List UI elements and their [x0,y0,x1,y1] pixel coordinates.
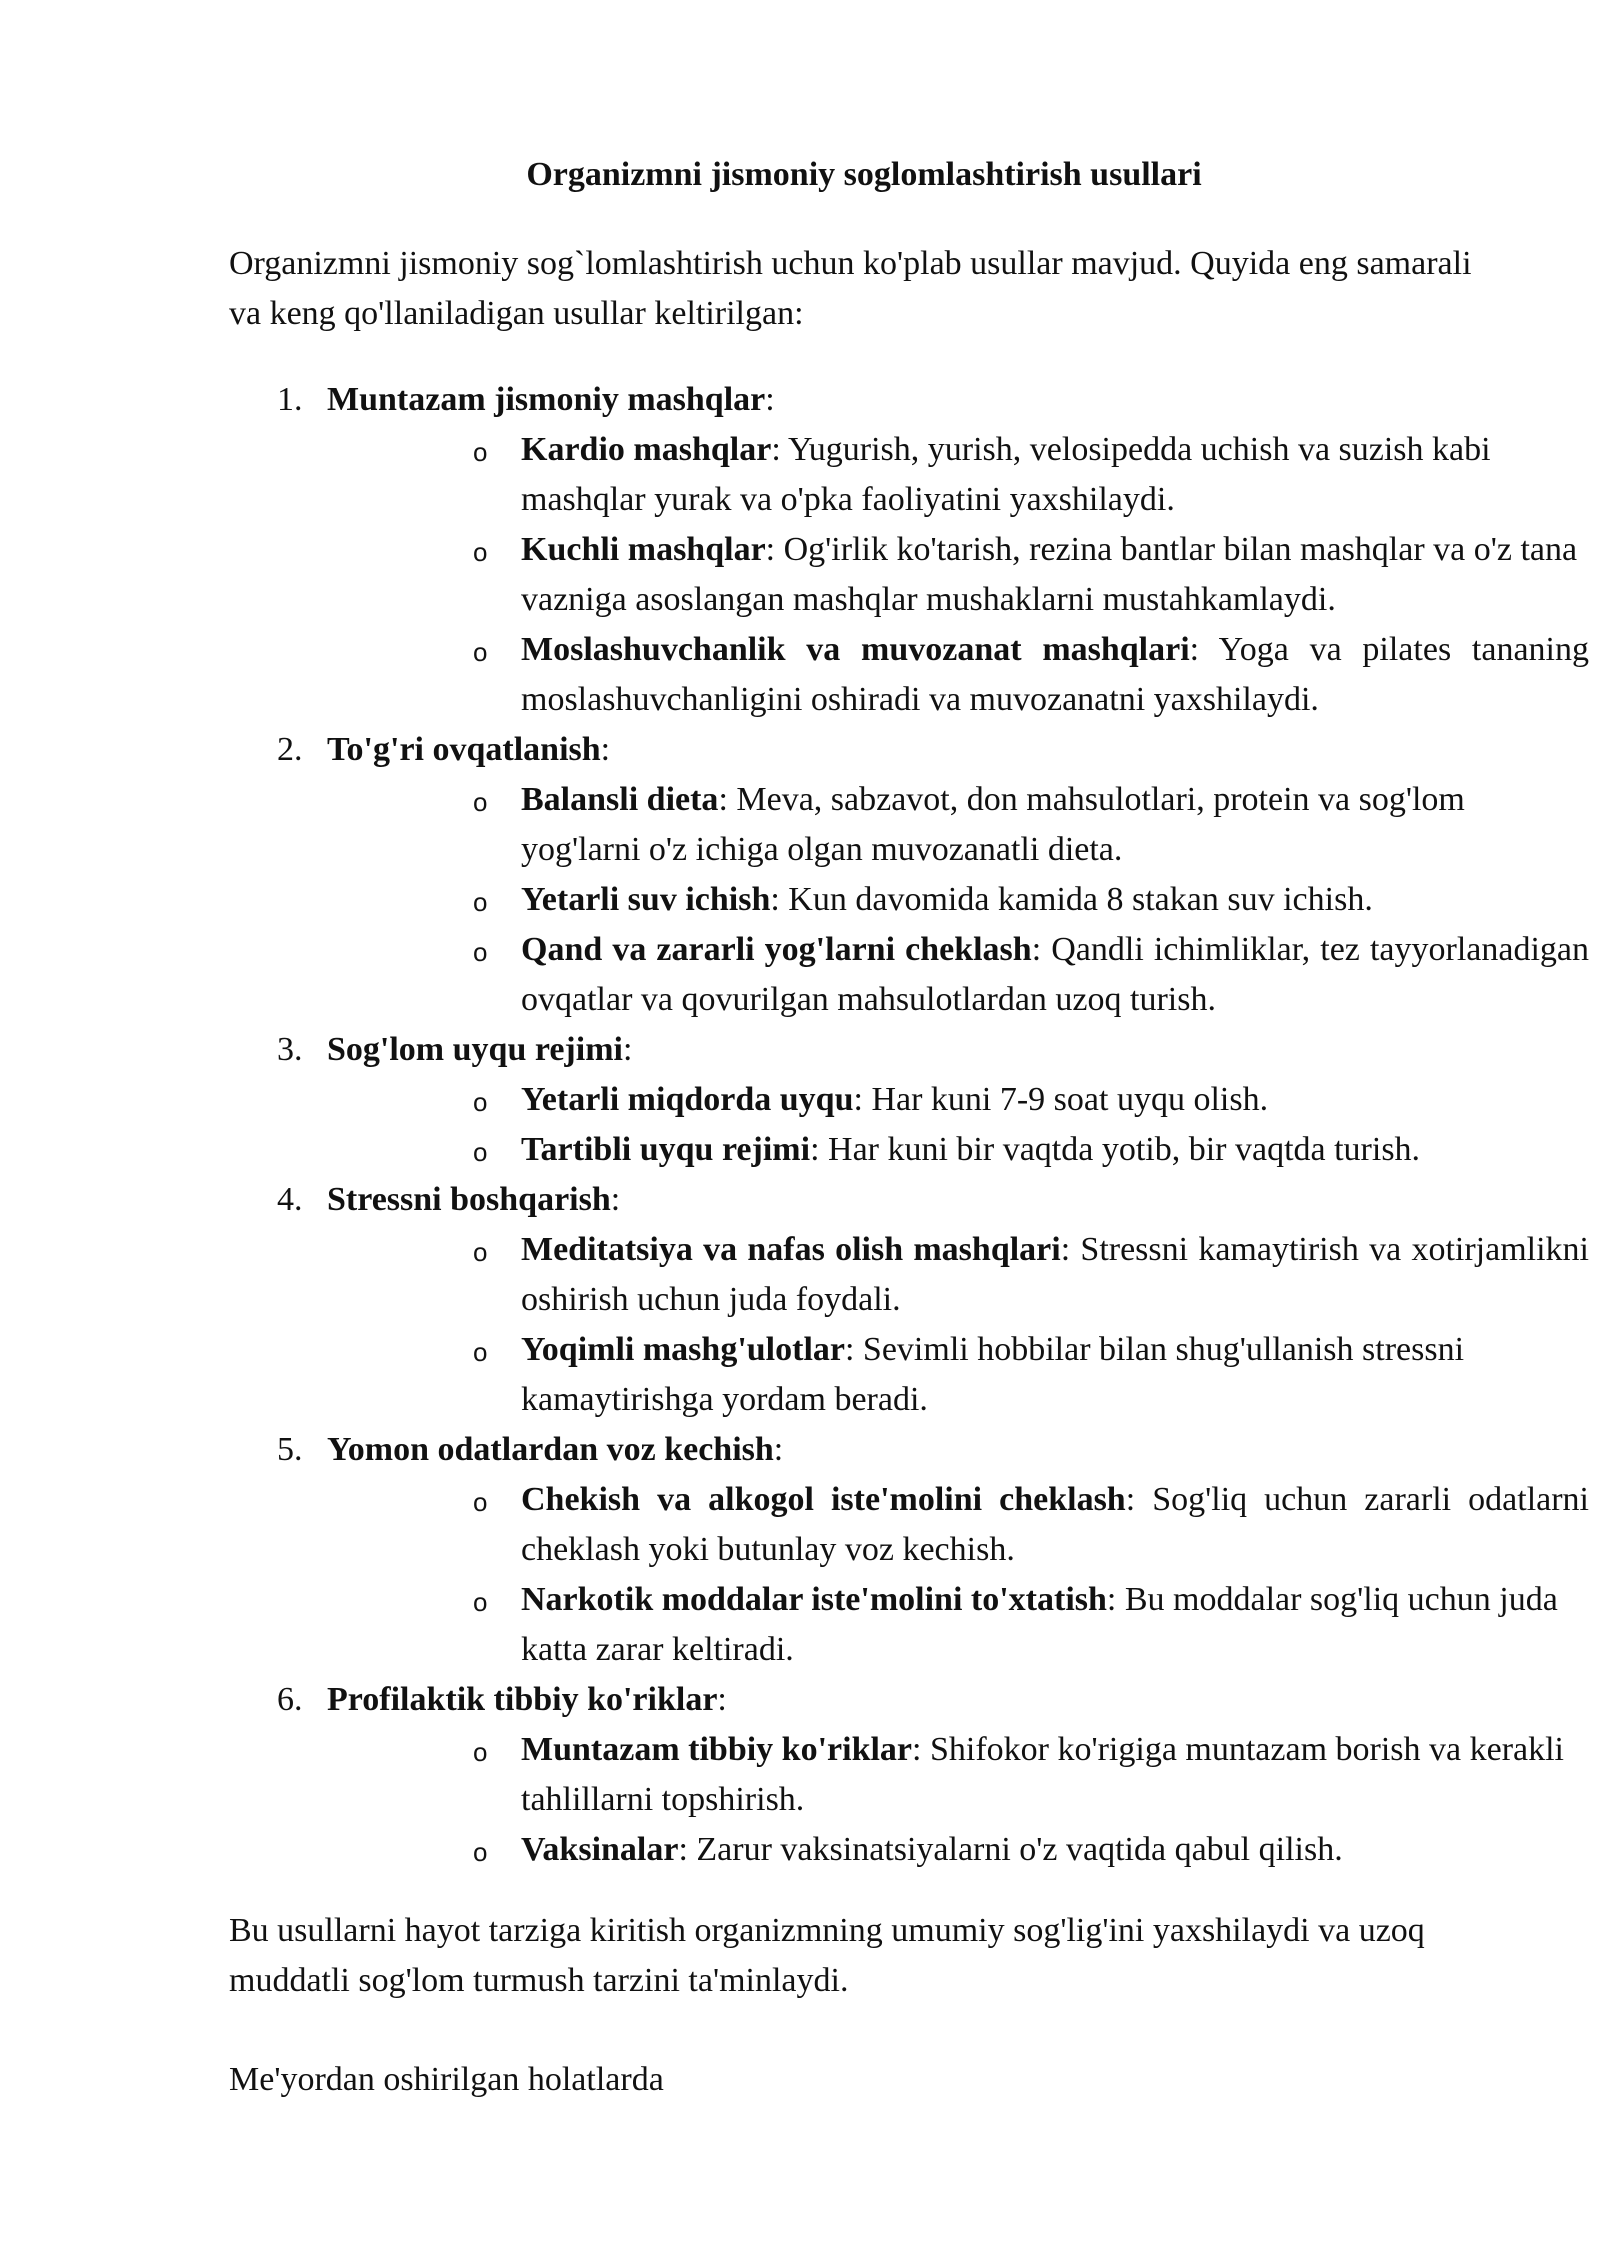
list-item [327,875,1499,925]
item-description: : Sevimli hobbilar bilan shug'ullanish stressni kamaytirishga yordam beradi. [521,1331,1465,1418]
item-description: : Shifokor ko'rigiga muntazam borish va kerakli tahlillarni topshirish. [521,1731,1565,1818]
item-description: : Yoga va pilates tananing moslashuvchanligini oshiradi va muvozanatni yaxshilaydi. [521,631,1589,718]
item-term: Meditatsiya va nafas olish mashqlari [521,1231,1061,1268]
item-description: : Har kuni bir vaqtda yotib, bir vaqtda turish. [810,1131,1421,1168]
item-term: Yetarli suv ichish [521,881,771,918]
conclusion-paragraph: Bu usullarni hayot tarziga kiritish organizmning umumiy sog'lig'ini yaxshilaydi va uzoq muddatli sog'lom turmush tarzini ta'minlaydi. [229,1912,1425,1999]
circle-bullet-icon: o [473,1087,488,1117]
sub-list [327,1225,1589,1425]
circle-bullet-icon: o [473,1587,488,1617]
item-term: Kardio mashqlar [521,431,772,468]
circle-bullet-icon: o [473,1337,488,1367]
method-section [229,1175,1589,1425]
circle-bullet-icon: o [473,887,488,917]
section-number: 2. [277,731,303,768]
list-item [327,1225,1589,1325]
section-heading: Yomon odatlardan voz kechish [327,1431,774,1468]
list-item [327,925,1589,1025]
method-section [229,1425,1589,1675]
item-description: : Meva, sabzavot, don mahsulotlari, protein va sog'lom yog'larni o'z ichiga olgan muvozanatli dieta. [521,781,1465,868]
item-description: : Zarur vaksinatsiyalarni o'z vaqtida qabul qilish. [678,1831,1343,1868]
section-colon: : [622,1031,633,1068]
section-heading: Stressni boshqarish [327,1181,611,1218]
section-colon: : [610,1181,621,1218]
list-item [327,1725,1565,1825]
section-heading: Muntazam jismoniy mashqlar [327,381,766,418]
method-section [229,1675,1565,1875]
circle-bullet-icon: o [473,1137,488,1167]
methods-list [229,375,1589,1875]
list-item [327,1575,1558,1675]
method-section [229,725,1589,1025]
sub-list [327,775,1589,1025]
sub-list [327,1475,1589,1675]
section-heading: To'g'ri ovqatlanish [327,731,601,768]
circle-bullet-icon: o [473,437,488,467]
item-term: Tartibli uyqu rejimi [521,1131,811,1168]
list-item [327,1075,1499,1125]
circle-bullet-icon: o [473,1737,488,1767]
list-item [327,1475,1589,1575]
list-item [327,525,1578,625]
section-number: 4. [277,1181,303,1218]
item-description: : Yugurish, yurish, velosipedda uchish va suzish kabi mashqlar yurak va o'pka faoliyatini yaxshilaydi. [521,431,1491,518]
section-colon: : [717,1681,727,1718]
section-heading: Profilaktik tibbiy ko'riklar [327,1681,718,1718]
item-term: Kuchli mashqlar [521,531,766,568]
method-section [229,375,1589,725]
item-description: : Sog'liq uchun zararli odatlarni cheklash yoki butunlay voz kechish. [521,1481,1589,1568]
sub-list [327,1725,1565,1875]
circle-bullet-icon: o [473,1237,488,1267]
item-term: Vaksinalar [521,1831,679,1868]
circle-bullet-icon: o [473,787,488,817]
item-description: : Stressni kamaytirish va xotirjamlikni oshirish uchun juda foydali. [521,1231,1589,1318]
section-colon: : [773,1431,784,1468]
sub-list [327,425,1589,725]
section-colon: : [765,381,775,418]
item-description: : Kun davomida kamida 8 stakan suv ichish. [770,881,1373,918]
list-item [327,1825,1499,1875]
intro-paragraph: Organizmni jismoniy sog`lomlashtirish uchun ko'plab usullar mavjud. Quyida eng samarali va keng qo'llaniladigan usullar keltirilgan: [229,245,1472,332]
circle-bullet-icon: o [473,1487,488,1517]
section-number: 5. [277,1431,303,1468]
item-term: Qand va zararli yog'larni cheklash [521,931,1032,968]
trailing-paragraph: Me'yordan oshirilgan holatlarda [229,2061,664,2098]
list-item [327,625,1589,725]
item-description: : Qandli ichimliklar, tez tayyorlanadigan ovqatlar va qovurilgan mahsulotlardan uzoq turish. [521,931,1589,1018]
list-item [327,1325,1499,1425]
item-term: Yoqimli mashg'ulotlar [521,1331,845,1368]
circle-bullet-icon: o [473,1837,488,1867]
circle-bullet-icon: o [473,937,488,967]
section-colon: : [600,731,611,768]
item-description: : Bu moddalar sog'liq uchun juda katta zarar keltiradi. [521,1581,1558,1668]
document-title: Organizmni jismoniy soglomlashtirish usullari [526,156,1202,193]
section-heading: Sog'lom uyqu rejimi [327,1031,623,1068]
section-number: 1. [277,381,303,418]
section-number: 6. [277,1681,303,1718]
circle-bullet-icon: o [473,637,488,667]
item-description: : Og'irlik ko'tarish, rezina bantlar bilan mashqlar va o'z tana vazniga asoslangan mashqlar mushaklarni mustahkamlaydi. [521,531,1578,618]
method-section [229,1025,1499,1175]
list-item [327,1125,1499,1175]
item-term: Yetarli miqdorda uyqu [521,1081,854,1118]
item-term: Moslashuvchanlik va muvozanat mashqlari [521,631,1190,668]
item-term: Narkotik moddalar iste'molini to'xtatish [521,1581,1107,1618]
circle-bullet-icon: o [473,537,488,567]
sub-list [327,1075,1499,1175]
item-description: : Har kuni 7-9 soat uyqu olish. [853,1081,1269,1118]
section-number: 3. [277,1031,303,1068]
item-term: Muntazam tibbiy ko'riklar [521,1731,913,1768]
list-item [327,775,1499,875]
list-item [327,425,1499,525]
item-term: Balansli dieta [521,781,719,818]
item-term: Chekish va alkogol iste'molini cheklash [521,1481,1126,1518]
